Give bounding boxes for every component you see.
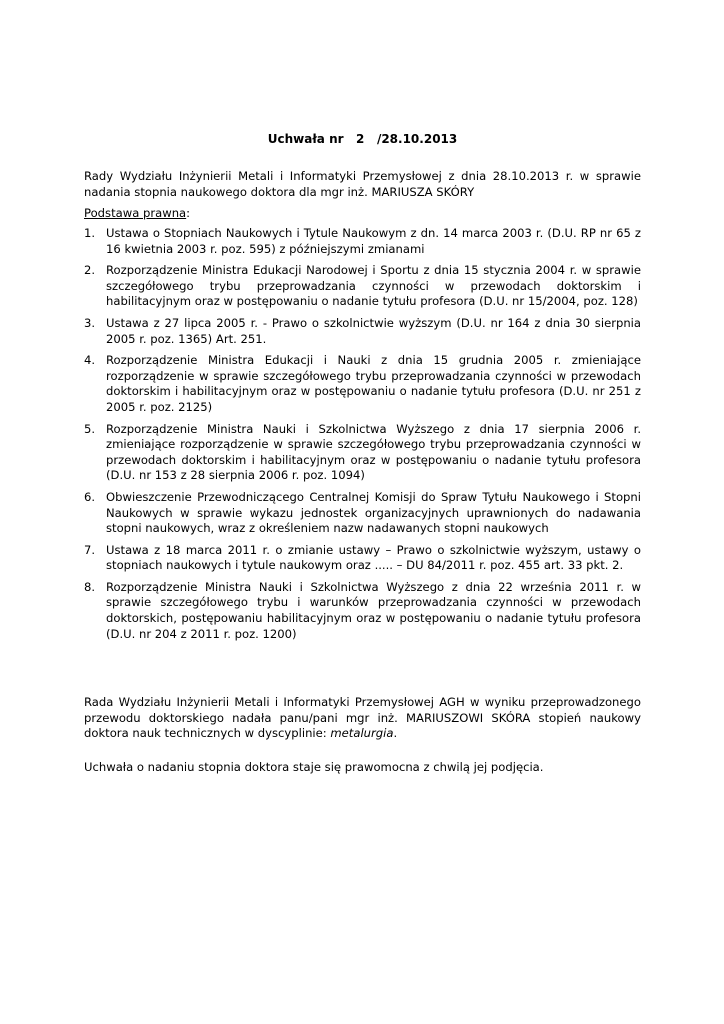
list-item-number: 1. xyxy=(84,226,96,240)
list-item xyxy=(84,490,641,537)
list-item-number: 5. xyxy=(84,421,96,436)
list-item-number: 6. xyxy=(84,489,96,504)
legal-basis-list xyxy=(84,226,641,648)
list-item-number: 2. xyxy=(84,263,96,278)
resolution-statement xyxy=(84,695,641,742)
list-item xyxy=(84,263,641,310)
resolution-intro: Rady Wydziału Inżynierii Metali i Informatyki Przemysłowej z dnia 28.10.2013 r. w sprawie nadania stopnia naukowego doktora dla mgr inż. MARIUSZA SKÓRY xyxy=(84,169,641,199)
legal-basis-label: Podstawa prawna xyxy=(84,206,187,220)
resolution-period: . xyxy=(393,726,398,741)
list-item-number: 8. xyxy=(84,579,96,594)
list-item xyxy=(84,226,641,257)
resolution-text: Rada Wydziału Inżynierii Metali i Informatyki Przemysłowej AGH w wyniku przeprowadzonego przewodu doktorskiego nadała panu/pani mgr inż. MARIUSZOWI SKÓRA stopień naukowy doktora nauk technicznych w dyscyplinie: xyxy=(84,695,641,741)
list-item-text: Ustawa o Stopniach Naukowych i Tytule Naukowym z dn. 14 marca 2003 r. (D.U. RP nr 65 z 16 kwietnia 2003 r. poz. 595) z późniejszymi zmianami xyxy=(106,226,641,256)
list-item-text: Obwieszczenie Przewodniczącego Centralnej Komisji do Spraw Tytułu Naukowego i Stopni Naukowych w sprawie wykazu jednostek organizacyjnych uprawnionych do nadawania stopni naukowych, wraz z określeniem nazw nadawanych stopni naukowych xyxy=(106,489,641,536)
list-item-number: 3. xyxy=(84,315,96,330)
list-item xyxy=(84,316,641,347)
list-item-text: Rozporządzenie Ministra Edukacji i Nauki z dnia 15 grudnia 2005 r. zmieniające rozporządzenie w sprawie szczegółowego trybu przeprowadzania czynności w przewodach doktorskim i habilitacyjnym oraz w postępowaniu o nadanie tytułu profesora (D.U. nr 251 z 2005 r. poz. 2125) xyxy=(106,353,641,414)
discipline-name: metalurgia xyxy=(330,726,394,741)
list-item xyxy=(84,422,641,484)
list-item-text: Rozporządzenie Ministra Nauki i Szkolnictwa Wyższego z dnia 17 sierpnia 2006 r. zmieniające rozporządzenie w sprawie szczegółowego trybu przeprowadzania czynności w przewodach doktorskim i habilitacyjnym oraz w postępowaniu o nadanie tytułu profesora (D.U. nr 153 z 28 sierpnia 2006 r. poz. 1094) xyxy=(106,421,641,483)
list-item-number: 4. xyxy=(84,353,96,368)
final-statement: Uchwała o nadaniu stopnia doktora staje się prawomocna z chwilą jej podjęcia. xyxy=(84,760,544,774)
list-item xyxy=(84,353,641,415)
list-item-text: Rozporządzenie Ministra Edukacji Narodowej i Sportu z dnia 15 stycznia 2004 r. w sprawie szczegółowego trybu przeprowadzania czynności w przewodach doktorskim i habilitacyjnym oraz w postępowaniu o nadanie tytułu profesora (D.U. nr 15/2004, poz. 128) xyxy=(106,263,641,309)
resolution-title: Uchwała nr 2 /28.10.2013 xyxy=(267,132,458,146)
list-item-text: Ustawa z 18 marca 2011 r. o zmianie ustawy – Prawo o szkolnictwie wyższym, ustawy o stopniach naukowych i tytule naukowym oraz ..... – DU 84/2011 r. poz. 455 art. 33 pkt. 2. xyxy=(106,542,641,573)
legal-basis-colon: : xyxy=(186,206,191,220)
list-item-text: Ustawa z 27 lipca 2005 r. - Prawo o szkolnictwie wyższym (D.U. nr 164 z dnia 30 sierpnia 2005 r. poz. 1365) Art. 251. xyxy=(106,315,641,346)
list-item-text: Rozporządzenie Ministra Nauki i Szkolnictwa Wyższego z dnia 22 września 2011 r. w sprawie szczegółowego trybu i warunków przeprowadzania czynności w przewodach doktorskich, postępowaniu habilitacyjnym oraz w postępowaniu o nadanie tytułu profesora (D.U. nr 204 z 2011 r. poz. 1200) xyxy=(106,579,641,641)
list-item xyxy=(84,543,641,574)
list-item-number: 7. xyxy=(84,542,96,557)
list-item xyxy=(84,580,641,642)
legal-basis-heading xyxy=(84,206,190,222)
